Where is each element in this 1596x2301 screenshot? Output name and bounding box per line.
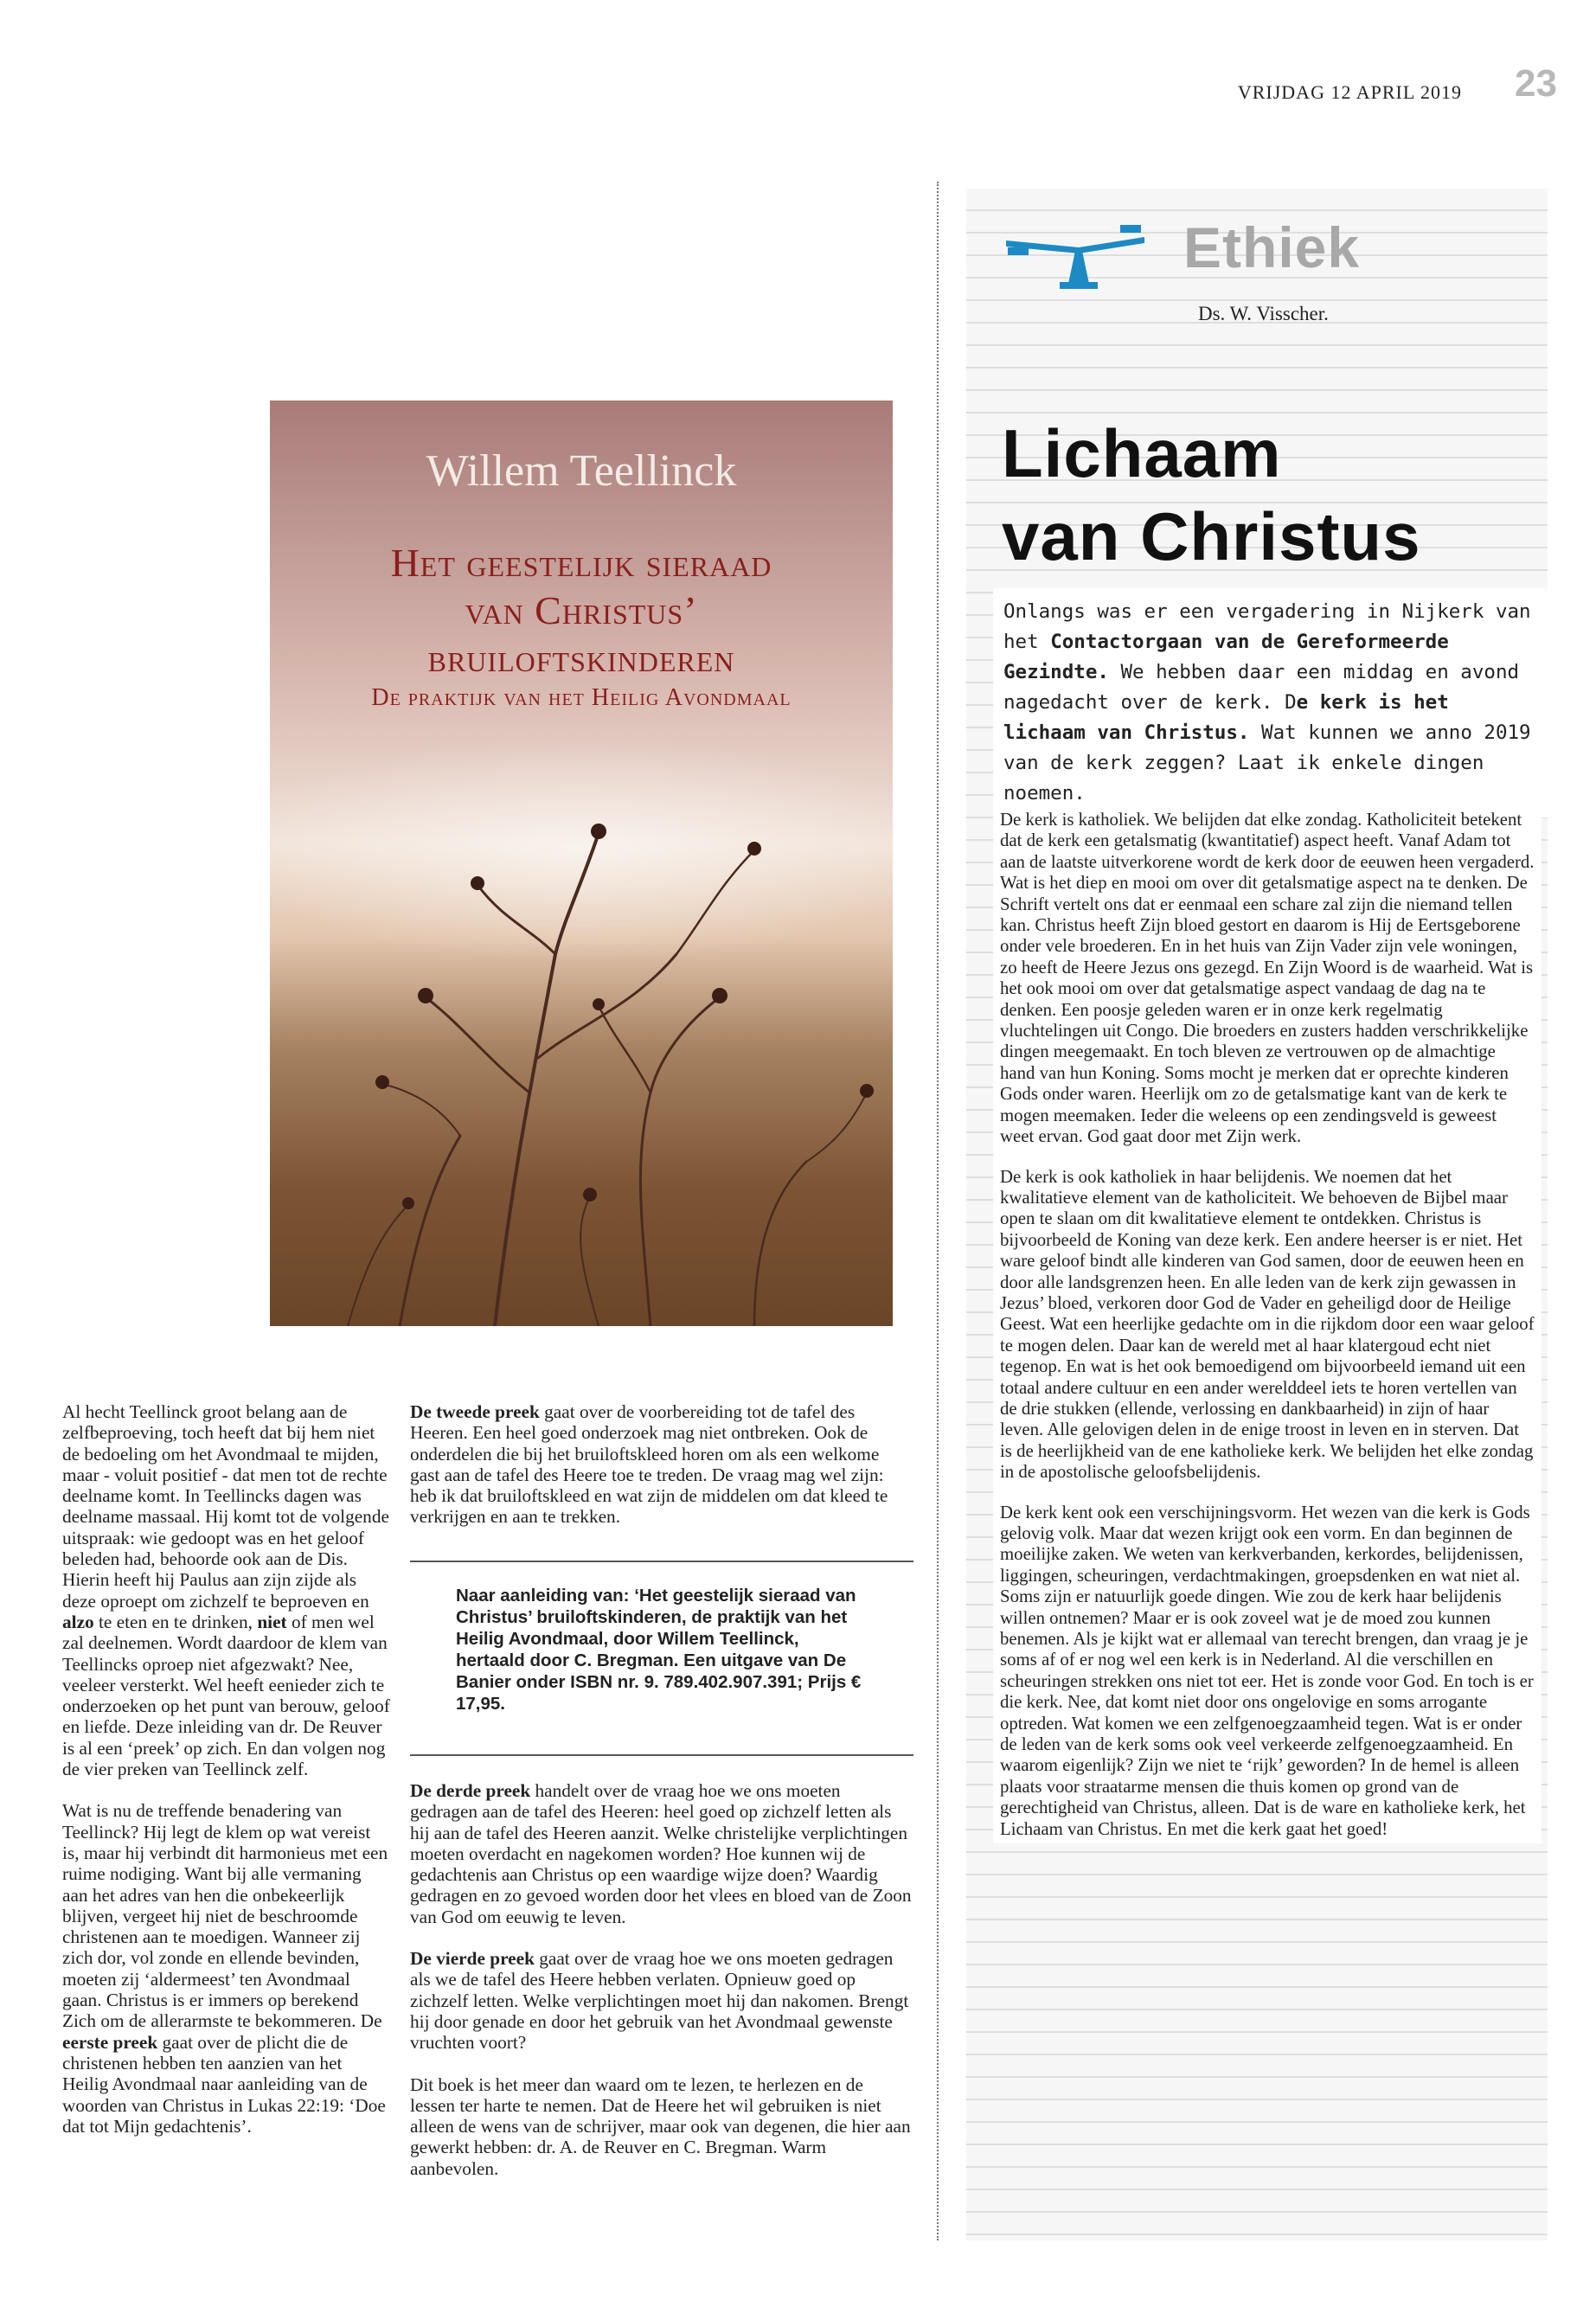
paragraph: De kerk is katholiek. We belijden dat elke zondag. Katholiciteit betekent dat de kerk een getalsmatig (kwantitatief) aspect heeft. Vanaf Adam tot aan de laatste uitverkorene wordt de kerk door de eeuwen heen vergaderd. Wat is het diep en mooi om over dit getalsmatige aspect na te denken. De Schrift vertelt ons dat er eenmaal een schare zal zijn die niemand tellen kan. Christus heeft Zijn bloed gestort en daarom is Hij de Eertsgeborene onder vele broederen. En in het huis van Zijn Vader zijn vele woningen, zo heeft de Heere Jezus ons gezegd. En Zijn Woord is de waarheid. Wat is het ook mooi om over dat getalsmatige aspect vandaag de dag na te denken. Een poosje geleden waren er in onze kerk regelmatig vluchtelingen uit Congo. Die broeders en zusters hadden verschrikkelijke dingen meegemaakt. En toch bleven ze vertrouwen op de almachtige hand van hun Koning. Soms mocht je merken dat er oprechte kinderen Gods onder waren. Heerlijk om zo de getalsmatige kant van de kerk te mogen meemaken. Ieder die weleens op een zendingsveld is geweest weet ervan. God gaat door met Zijn werk. bbox=[1000, 810, 1535, 1147]
intro-text: Wat kunnen we anno 2019 van de kerk zeggen? Laat ik enkele dingen noemen. bbox=[1003, 721, 1531, 804]
book-title-line: van Christus’ bbox=[465, 588, 698, 632]
book-cover-image bbox=[270, 401, 893, 1326]
text-run: gaat over de vraag hoe we ons moeten gedragen als we de tafel des Heere hebben verlaten. Opnieuw goed op zichzelf letten. Welke verplichtingen moet hij dan nakomen. Brengt hij door genade en door het gebruik van het Avondmaal gewenste vruchten voort? bbox=[410, 1948, 909, 2054]
middle-column-top bbox=[410, 1401, 912, 1548]
intro-paragraph bbox=[993, 588, 1550, 817]
text-run: gaat over de voorbereiding tot de tafel des Heeren. Een heel goed onderzoek mag niet ontbreken. Ook de onderdelen die bij het bruiloftskleed horen om als een welkome gast aan de tafel des Heere toe te treden. De vraag mag wel zijn: heb ik dat bruiloftskleed en wat zijn de middelen om dat kleed te verkrijgen en aan te trekken. bbox=[410, 1401, 888, 1528]
intro-text: Onlangs was er een vergadering in Nijkerk van het bbox=[1003, 600, 1531, 653]
text-run: te eten en te drinken, bbox=[93, 1611, 258, 1632]
headline bbox=[1002, 412, 1538, 578]
paragraph: Dit boek is het meer dan waard om te lezen, te herlezen en de lessen ter harte te nemen. Dat de Heere het wil gebruiken is niet alleen de wens van de schrijver, maar ook van degenen, die hier aan gewerkt hebben: dr. A. de Reuver en C. Bregman. Warm aanbevolen. bbox=[410, 2073, 911, 2179]
page-number: 23 bbox=[1515, 62, 1557, 105]
middle-column-bottom bbox=[410, 1780, 912, 2200]
paragraph bbox=[410, 1401, 912, 1528]
intro-bold: Contactorgaan van de Gereformeerde Gezindte. bbox=[1003, 631, 1449, 683]
column-divider bbox=[937, 182, 939, 2240]
book-title bbox=[270, 539, 893, 682]
paragraph bbox=[62, 1800, 391, 2137]
book-author: Willem Teellinck bbox=[426, 446, 737, 496]
text-run-bold: eerste preek bbox=[62, 2031, 158, 2053]
headline-line-1: Lichaam bbox=[1002, 415, 1282, 491]
text-run-bold: niet bbox=[257, 1611, 287, 1632]
paragraph bbox=[410, 1780, 912, 1927]
book-title-line: Het geestelijk sieraad bbox=[390, 541, 772, 585]
book-info-text: Naar aanleiding van: ‘Het geestelijk sieraad van Christus’ bruiloftskinderen, de praktijk van het Heilig Avondmaal, door Willem Teellinck, hertaald door C. Bregman. Een uitgave van De Banier onder ISBN nr. 9. 789.402.907.391; Prijs € 17,95. bbox=[456, 1586, 862, 1714]
text-run-bold: alzo bbox=[62, 1611, 94, 1632]
headline-line-2: van Christus bbox=[1002, 498, 1421, 574]
paragraph-lead: De tweede preek bbox=[410, 1401, 540, 1422]
paragraph: De kerk is ook katholiek in haar belijdenis. We noemen dat het kwalitatieve element van de katholiciteit. We behoeven de Bijbel maar open te slaan om dit kwalitatieve element te ontdekken. Christus is bijvoorbeeld de Koning van deze kerk. Een andere heerser is er niet. Het ware geloof bindt alle kinderen van God samen, door de eeuwen heen en door alle landsgrenzen heen. En alle leden van de kerk zijn gewassen in Jezus’ bloed, verkoren door God de Vader en geheiligd door de Heilige Geest. Wat een heerlijke gedachte om in die rijkdom door een waar geloof te mogen delen. Daar kan de wereld met al haar klatergoud echt niet tegenop. En wat is het ook bemoedigend om bijvoorbeeld iemand uit een totaal andere cultuur en een ander werelddeel iets te horen vertellen van de drie stukken (ellende, verlossing en dankbaarheid) in zijn of haar leven. Alle gelovigen delen in de enige troost in leven en in sterven. Dat is de heerlijkheid van de ene katholieke kerk. We belijden het elke zondag in de apostolische geloofsbelijdenis. bbox=[1000, 1166, 1535, 1483]
paragraph-lead: De derde preek bbox=[410, 1780, 531, 1801]
paragraph bbox=[410, 1948, 912, 2053]
byline: Ds. W. Visscher. bbox=[1198, 303, 1329, 324]
paragraph-lead: De vierde preek bbox=[410, 1948, 535, 1970]
paragraph bbox=[62, 1401, 391, 1779]
text-run: gaat over de plicht die de christenen hebben ten aanzien van het Heilig Avondmaal naar aanleiding van de woorden van Christus in Lukas 22:19: ‘Doe dat tot Mijn gedachtenis’. bbox=[62, 2031, 386, 2137]
book-subtitle: De praktijk van het Heilig Avondmaal bbox=[371, 684, 792, 711]
intro-text: We hebben daar een middag en avond nagedacht over de kerk. D bbox=[1003, 661, 1520, 714]
section-label: Ethiek bbox=[1183, 215, 1361, 279]
text-run: handelt over de vraag hoe we ons moeten gedragen aan de tafel des Heeren: heel goed op zichzelf letten als hij aan de tafel des Heeren aanzit. Welke christelijke verplichtingen moeten overdacht en nagekomen worden? Hoe kunnen wij de gedachtenis aan Christus op een waardige wijze doen? Waardig gedragen en zo gevoed worden door het vlees en bloed van de Zoon van God om eeuwig te leven. bbox=[410, 1780, 912, 1927]
book-title-line: bruiloftskinderen bbox=[427, 636, 735, 680]
issue-date: VRIJDAG 12 APRIL 2019 bbox=[1237, 81, 1462, 103]
right-column bbox=[993, 806, 1542, 1843]
paragraph: De kerk kent ook een verschijningsvorm. Het wezen van die kerk is Gods gelovig volk. Maar dat wezen krijgt ook een vorm. En dan beginnen de moeilijke zaken. We weten van kerkverbanden, kerkordes, belijdenissen, liggingen, scheuringen, verdachtmakingen, groepsdenken en wat niet al. Soms zijn er natuurlijk goede dingen. Wie zou de kerk haar belijdenis willen ontnemen? Maar er is ook zoveel wat je de moed zou kunnen benemen. Als je kijkt wat er allemaal van terecht brengen, dan vraag je je soms af of er nog wel een kerk is in Nederland. Al die verschillen en scheuringen strekken ons niet tot eer. Het is zonde voor God. En toch is er die kerk. Nee, dat komt niet door ons ongelovige en soms arrogante optreden. Wat komen we een zelfgenoegzaamheid tegen. Wat is er onder de leden van de kerk soms ook veel verkeerde zelfgenoegzaamheid. En waarom eigenlijk? Zijn we niet te ‘rijk’ geworden? In de hemel is alleen plaats voor straatarme mensen die thuis komen op grond van de gerechtigheid van Christus, alleen. Dat is de ware en katholieke kerk, het Lichaam van Christus. En met die kerk gaat het goed! bbox=[1000, 1502, 1534, 1839]
text-run: Al hecht Teellinck groot belang aan de zelfbeproeving, toch heeft dat bij hem niet de bedoeling om het Avondmaal te mijden, maar - voluit positief - dat men tot de rechte deelname komt. In Teellincks dagen was deelname massaal. Hij komt tot de volgende uitspraak: wie gedoopt was en het geloof beleden had, behoorde ook aan de Dis. Hierin heeft hij Paulus aan zijn zijde als deze oproept om zichzelf te beproeven en bbox=[62, 1401, 389, 1612]
scales-icon bbox=[999, 213, 1146, 291]
left-column bbox=[62, 1401, 391, 2157]
intro-bold: e kerk is het lichaam van Christus. bbox=[1003, 691, 1449, 744]
text-run: of men wel zal deelnemen. Wordt daardoor de klem van Teellincks oproep niet afgezwakt? Nee, veeleer versterkt. Wel heeft eenieder zich te onderzoeken op het punt van berouw, geloof en liefde. Deze inleiding van dr. De Reuver is al een ‘preek’ op zich. En dan volgen nog de vier preken van Teellinck zelf. bbox=[62, 1611, 390, 1780]
text-run: Wat is nu de treffende benadering van Teellinck? Hij legt de klem op wat vereist is, maar hij verbindt dit harmonieus met een ruime nodiging. Want bij alle vermaning aan het adres van hen die onbekeerlijk blijven, vergeet hij niet de beschroomde christenen aan te moedigen. Wanneer zij zich dor, vol zonde en ellende bevinden, moeten zij ‘aldermeest’ ten Avondmaal gaan. Christus is er immers op berekend Zich om de allerarmste te bekommeren. De bbox=[62, 1800, 388, 2032]
